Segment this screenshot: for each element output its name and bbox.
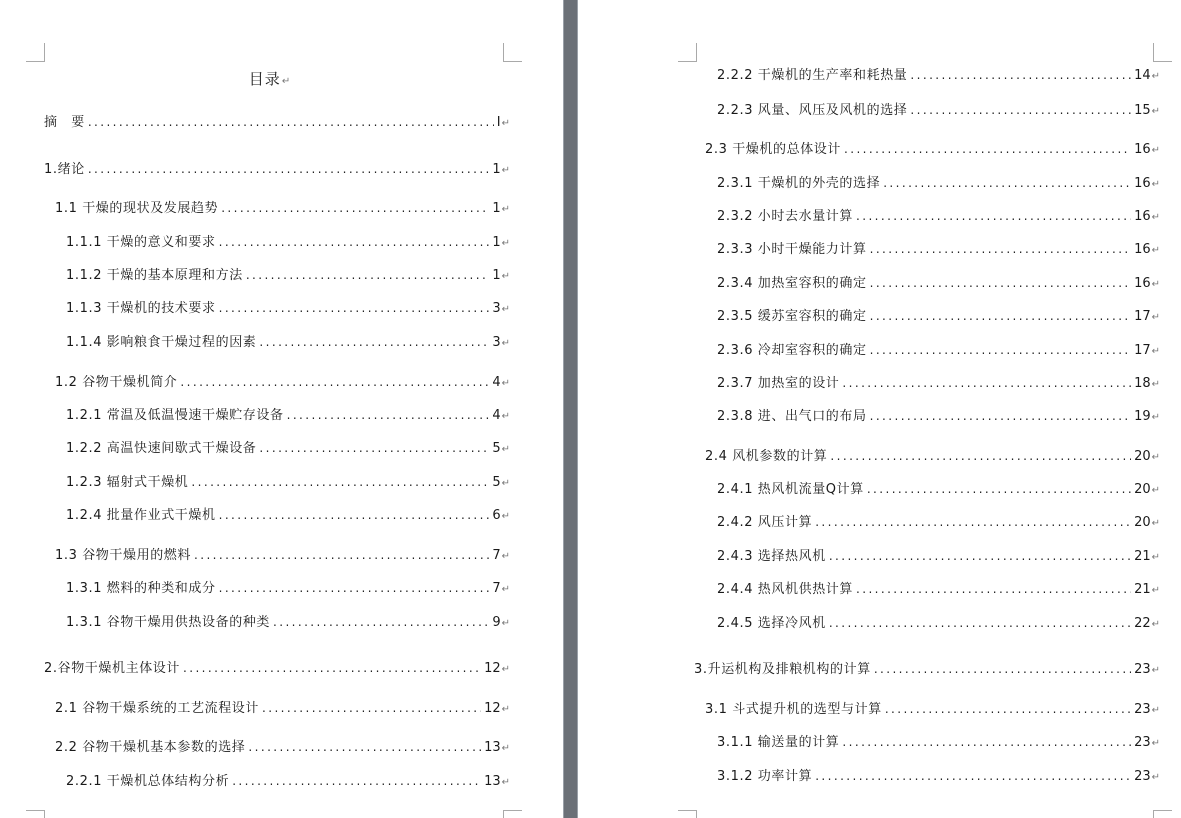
toc-dot-leader [232, 772, 481, 790]
paragraph-mark: ↵ [1151, 705, 1160, 716]
toc-dot-leader [856, 207, 1131, 225]
toc-dot-leader [191, 473, 489, 491]
toc-dot-leader [221, 199, 489, 217]
paragraph-mark: ↵ [501, 444, 510, 455]
toc-dot-leader [883, 174, 1131, 192]
toc-entry-label: 3.升运机构及排粮机构的计算 [694, 662, 871, 677]
toc-dot-leader [842, 374, 1131, 392]
toc-entry-page-number: 7 [492, 581, 501, 596]
toc-entry-page-number: 1 [492, 235, 501, 250]
toc-entry-page-number: 18 [1134, 376, 1151, 391]
toc-entry-page-number: 19 [1134, 409, 1151, 424]
paragraph-mark: ↵ [1151, 738, 1160, 749]
paragraph-mark: ↵ [1151, 665, 1160, 676]
toc-entry[interactable] [66, 579, 510, 597]
paragraph-mark: ↵ [501, 478, 510, 489]
paragraph-mark: ↵ [501, 338, 510, 349]
toc-entry[interactable] [44, 659, 510, 677]
toc-entry-page-number: 14 [1134, 68, 1151, 83]
toc-entry-page-number: 4 [492, 375, 501, 390]
toc-entry[interactable] [705, 700, 1160, 718]
paragraph-mark: ↵ [1151, 179, 1160, 190]
toc-entry-label: 2.谷物干燥机主体设计 [44, 661, 181, 676]
paragraph-mark: ↵ [501, 511, 510, 522]
margin-corner-bottom-right [1153, 810, 1172, 818]
toc-entry-page-number: 22 [1134, 616, 1151, 631]
margin-corner-top-left [678, 43, 697, 62]
toc-entry-page-number: 23 [1134, 769, 1151, 784]
toc-entry-page-number: 12 [484, 661, 501, 676]
toc-entry-label: 1.3.1 谷物干燥用供热设备的种类 [66, 615, 271, 630]
toc-entry-page-number: 3 [492, 301, 501, 316]
toc-dot-leader [829, 547, 1131, 565]
paragraph-mark: ↵ [1151, 379, 1160, 390]
margin-corner-top-left [26, 43, 45, 62]
toc-entry-label: 2.2.2 干燥机的生产率和耗热量 [717, 68, 908, 83]
paragraph-mark: ↵ [1151, 312, 1160, 323]
margin-corner-top-right [503, 43, 522, 62]
toc-entry-page-number: 15 [1134, 103, 1151, 118]
toc-entry-label: 2.3.4 加热室容积的确定 [717, 276, 867, 291]
toc-entry[interactable] [717, 66, 1160, 84]
toc-entry[interactable] [66, 439, 510, 457]
toc-entry-label: 1.2 谷物干燥机简介 [55, 375, 178, 390]
toc-entry[interactable] [66, 299, 510, 317]
toc-entry-label: 1.2.1 常温及低温慢速干燥贮存设备 [66, 408, 284, 423]
toc-entry[interactable] [717, 207, 1160, 225]
toc-entry-label: 2.4.3 选择热风机 [717, 549, 826, 564]
paragraph-mark: ↵ [1151, 346, 1160, 357]
toc-entry[interactable] [66, 233, 510, 251]
toc-entry[interactable] [717, 174, 1160, 192]
toc-entry[interactable] [66, 506, 510, 524]
toc-entry[interactable] [717, 374, 1160, 392]
toc-entry[interactable] [717, 513, 1160, 531]
paragraph-mark: ↵ [1151, 212, 1160, 223]
toc-entry-label: 1.1.2 干燥的基本原理和方法 [66, 268, 243, 283]
toc-dot-leader [273, 613, 489, 631]
toc-entry-label: 2.3.2 小时去水量计算 [717, 209, 854, 224]
toc-dot-leader [194, 546, 489, 564]
toc-entry-label: 1.1 干燥的现状及发展趋势 [55, 201, 219, 216]
paragraph-mark: ↵ [1151, 552, 1160, 563]
toc-entry-page-number: 1 [492, 268, 501, 283]
toc-entry-label: 2.3.5 缓苏室容积的确定 [717, 309, 867, 324]
toc-entry-label: 2.3.8 进、出气口的布局 [717, 409, 867, 424]
paragraph-mark: ↵ [1151, 485, 1160, 496]
toc-entry[interactable] [717, 480, 1160, 498]
paragraph-mark: ↵ [501, 704, 510, 715]
toc-title [0, 68, 540, 89]
paragraph-mark: ↵ [501, 165, 510, 176]
toc-dot-leader [88, 160, 490, 178]
toc-entry[interactable] [44, 160, 510, 178]
paragraph-mark: ↵ [501, 743, 510, 754]
toc-dot-leader [815, 513, 1131, 531]
toc-dot-leader [844, 140, 1131, 158]
page-gap-edge-left [563, 0, 564, 818]
toc-dot-leader [287, 406, 490, 424]
toc-entry-label: 3.1.2 功率计算 [717, 769, 813, 784]
toc-dot-leader [885, 700, 1131, 718]
toc-entry-page-number: 6 [492, 508, 501, 523]
toc-dot-leader [180, 373, 489, 391]
toc-entry[interactable] [55, 699, 510, 717]
paragraph-mark: ↵ [1151, 279, 1160, 290]
toc-dot-leader [259, 333, 489, 351]
toc-entry[interactable] [55, 546, 510, 564]
paragraph-mark: ↵ [1151, 585, 1160, 596]
toc-entry[interactable] [717, 101, 1160, 119]
toc-entry-label: 2.1 谷物干燥系统的工艺流程设计 [55, 701, 260, 716]
toc-entry-page-number: 13 [484, 774, 501, 789]
toc-entry-page-number: 4 [492, 408, 501, 423]
toc-entry-page-number: 5 [492, 441, 501, 456]
paragraph-mark: ↵ [501, 304, 510, 315]
toc-dot-leader [219, 506, 490, 524]
margin-corner-bottom-right [503, 810, 522, 818]
toc-entry[interactable] [717, 547, 1160, 565]
toc-dot-leader [874, 660, 1131, 678]
toc-dot-leader [830, 447, 1131, 465]
toc-entry[interactable] [717, 614, 1160, 632]
toc-entry[interactable] [66, 613, 510, 631]
toc-entry-page-number: I [496, 115, 501, 130]
toc-dot-leader [856, 580, 1131, 598]
paragraph-mark: ↵ [1151, 412, 1160, 423]
toc-dot-leader [815, 767, 1131, 785]
toc-dot-leader [870, 274, 1131, 292]
paragraph-mark: ↵ [281, 76, 292, 87]
toc-entry-page-number: 13 [484, 740, 501, 755]
toc-entry[interactable] [55, 738, 510, 756]
paragraph-mark: ↵ [501, 204, 510, 215]
margin-corner-top-right [1153, 43, 1172, 62]
toc-entry-label: 2.4.4 热风机供热计算 [717, 582, 854, 597]
toc-entry-label: 1.2.4 批量作业式干燥机 [66, 508, 216, 523]
toc-dot-leader [870, 341, 1131, 359]
toc-dot-leader [88, 113, 494, 131]
toc-entry-page-number: 9 [492, 615, 501, 630]
toc-dot-leader [867, 480, 1131, 498]
toc-entry-page-number: 1 [492, 201, 501, 216]
paragraph-mark: ↵ [501, 271, 510, 282]
toc-entry-page-number: 23 [1134, 735, 1151, 750]
toc-entry[interactable] [717, 580, 1160, 598]
toc-entry[interactable] [66, 473, 510, 491]
paragraph-mark: ↵ [501, 777, 510, 788]
toc-entry-label: 3.1 斗式提升机的选型与计算 [705, 702, 882, 717]
toc-entry-label: 2.4.1 热风机流量Q计算 [717, 482, 864, 497]
toc-dot-leader [219, 579, 490, 597]
toc-entry-page-number: 23 [1134, 702, 1151, 717]
toc-entry-label: 2.4.5 选择冷风机 [717, 616, 826, 631]
toc-dot-leader [219, 233, 490, 251]
toc-entry-page-number: 23 [1134, 662, 1151, 677]
toc-entry-label: 1.2.2 高温快速间歇式干燥设备 [66, 441, 257, 456]
toc-dot-leader [262, 699, 481, 717]
toc-entry-page-number: 16 [1134, 209, 1151, 224]
toc-entry-label: 2.3 干燥机的总体设计 [705, 142, 842, 157]
toc-dot-leader [870, 307, 1131, 325]
toc-entry-label: 2.3.1 干燥机的外壳的选择 [717, 176, 881, 191]
paragraph-mark: ↵ [1151, 245, 1160, 256]
toc-entry-page-number: 17 [1134, 309, 1151, 324]
paragraph-mark: ↵ [501, 118, 510, 129]
paragraph-mark: ↵ [501, 378, 510, 389]
toc-entry[interactable] [705, 140, 1160, 158]
toc-entry-page-number: 20 [1134, 482, 1151, 497]
paragraph-mark: ↵ [501, 238, 510, 249]
toc-entry[interactable] [66, 266, 510, 284]
toc-entry-page-number: 21 [1134, 582, 1151, 597]
toc-entry[interactable] [705, 447, 1160, 465]
margin-corner-bottom-left [678, 810, 697, 818]
toc-entry-label: 摘 要 [44, 115, 85, 130]
toc-entry-label: 2.4.2 风压计算 [717, 515, 813, 530]
toc-entry[interactable] [66, 772, 510, 790]
toc-entry-label: 1.2.3 辐射式干燥机 [66, 475, 189, 490]
toc-entry-label: 2.3.6 冷却室容积的确定 [717, 343, 867, 358]
paragraph-mark: ↵ [501, 584, 510, 595]
paragraph-mark: ↵ [1151, 71, 1160, 82]
toc-entry-page-number: 20 [1134, 449, 1151, 464]
toc-entry-label: 1.绪论 [44, 162, 85, 177]
paragraph-mark: ↵ [501, 664, 510, 675]
toc-entry-page-number: 16 [1134, 276, 1151, 291]
toc-entry-label: 2.2 谷物干燥机基本参数的选择 [55, 740, 246, 755]
toc-entry[interactable] [717, 407, 1160, 425]
toc-dot-leader [910, 66, 1131, 84]
toc-entry[interactable] [717, 240, 1160, 258]
toc-entry-page-number: 17 [1134, 343, 1151, 358]
toc-entry-page-number: 7 [492, 548, 501, 563]
toc-entry[interactable] [66, 406, 510, 424]
toc-entry[interactable] [717, 767, 1160, 785]
toc-entry-page-number: 21 [1134, 549, 1151, 564]
toc-entry[interactable] [694, 660, 1160, 678]
paragraph-mark: ↵ [501, 551, 510, 562]
paragraph-mark: ↵ [1151, 518, 1160, 529]
paragraph-mark: ↵ [1151, 145, 1160, 156]
toc-entry-label: 1.1.3 干燥机的技术要求 [66, 301, 216, 316]
page-gap [563, 0, 578, 818]
toc-entry-label: 3.1.1 输送量的计算 [717, 735, 840, 750]
toc-entry-label: 2.4 风机参数的计算 [705, 449, 828, 464]
margin-corner-bottom-left [26, 810, 45, 818]
toc-entry-page-number: 5 [492, 475, 501, 490]
toc-entry-page-number: 16 [1134, 242, 1151, 257]
toc-entry-page-number: 3 [492, 335, 501, 350]
toc-dot-leader [842, 733, 1131, 751]
toc-dot-leader [870, 407, 1131, 425]
toc-dot-leader [246, 266, 490, 284]
toc-entry[interactable] [717, 274, 1160, 292]
toc-entry[interactable] [44, 113, 510, 131]
toc-entry-label: 1.3 谷物干燥用的燃料 [55, 548, 192, 563]
toc-entry[interactable] [66, 333, 510, 351]
toc-entry-page-number: 16 [1134, 176, 1151, 191]
toc-dot-leader [259, 439, 489, 457]
toc-entry-page-number: 12 [484, 701, 501, 716]
toc-entry[interactable] [717, 733, 1160, 751]
document-page-left [0, 0, 563, 818]
toc-entry-page-number: 16 [1134, 142, 1151, 157]
toc-entry-label: 2.2.1 干燥机总体结构分析 [66, 774, 230, 789]
paragraph-mark: ↵ [1151, 106, 1160, 117]
toc-entry-label: 1.1.4 影响粮食干燥过程的因素 [66, 335, 257, 350]
toc-entry-label: 1.1.1 干燥的意义和要求 [66, 235, 216, 250]
paragraph-mark: ↵ [501, 618, 510, 629]
paragraph-mark: ↵ [1151, 619, 1160, 630]
paragraph-mark: ↵ [501, 411, 510, 422]
toc-dot-leader [219, 299, 490, 317]
toc-entry-label: 1.3.1 燃料的种类和成分 [66, 581, 216, 596]
paragraph-mark: ↵ [1151, 772, 1160, 783]
toc-dot-leader [870, 240, 1131, 258]
toc-dot-leader [910, 101, 1131, 119]
toc-entry[interactable] [55, 373, 510, 391]
toc-title-text: 目录 [248, 70, 281, 88]
toc-entry[interactable] [55, 199, 510, 217]
toc-entry-label: 2.3.3 小时干燥能力计算 [717, 242, 867, 257]
toc-dot-leader [829, 614, 1131, 632]
toc-entry-label: 2.3.7 加热室的设计 [717, 376, 840, 391]
toc-entry-label: 2.2.3 风量、风压及风机的选择 [717, 103, 908, 118]
paragraph-mark: ↵ [1151, 452, 1160, 463]
toc-entry[interactable] [717, 307, 1160, 325]
toc-entry-page-number: 1 [492, 162, 501, 177]
document-page-right [578, 0, 1181, 818]
toc-entry-page-number: 20 [1134, 515, 1151, 530]
toc-dot-leader [183, 659, 481, 677]
toc-entry[interactable] [717, 341, 1160, 359]
toc-dot-leader [248, 738, 481, 756]
